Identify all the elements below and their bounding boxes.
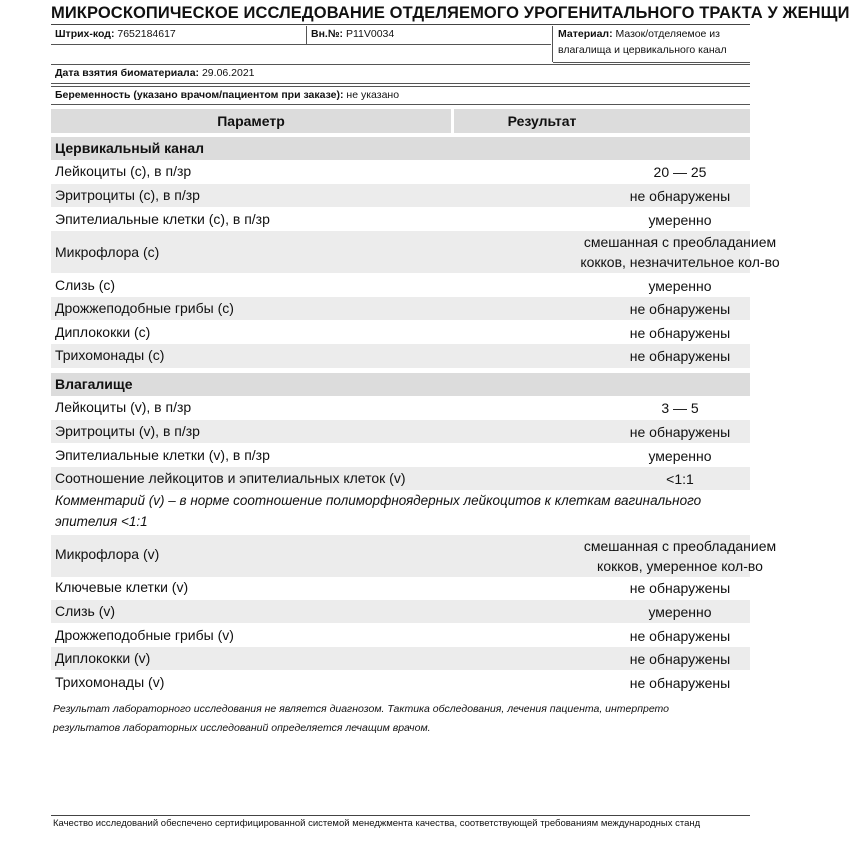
material-field-line2: влагалища и цервикального канал	[558, 44, 727, 56]
param-cell: Соотношение лейкоцитов и эпителиальных клеток (v)	[55, 470, 406, 486]
vn-field	[311, 28, 394, 40]
result-cell: не обнаружены	[629, 651, 731, 667]
table-row	[51, 444, 750, 467]
table-row	[51, 208, 750, 231]
pregnancy-value: не указано	[346, 89, 400, 101]
result-cell: умеренно	[648, 212, 712, 228]
comment-line: Комментарий (v) – в норме соотношение полиморфноядерных лейкоцитов к клеткам вагинального	[55, 493, 702, 508]
result-cell: не обнаружены	[629, 628, 731, 644]
result-cell: не обнаружены	[629, 325, 731, 341]
info-box-border	[51, 44, 551, 45]
table-row	[51, 671, 750, 694]
table-row	[51, 467, 750, 490]
param-cell: Диплококки (c)	[55, 324, 151, 340]
footer-text: Качество исследований обеспечено сертифицированной системой менеджмента качества, соответствующей требованиям международных станд	[53, 818, 701, 829]
result-cell: 3 — 5	[661, 400, 699, 416]
pregnancy-label: Беременность (указано врачом/пациентом при заказе):	[55, 89, 344, 101]
section-row-vaginal	[51, 373, 750, 396]
column-header-result-label: Результат	[507, 113, 577, 129]
result-cell: умеренно	[648, 604, 712, 620]
table-row	[51, 647, 750, 670]
table-row	[51, 535, 777, 577]
material-field	[558, 28, 720, 40]
info-box-divider	[552, 26, 553, 62]
result-cell: не обнаружены	[629, 301, 731, 317]
date-box-border	[51, 64, 750, 65]
table-row	[51, 420, 750, 443]
result-line: смешанная с преобладанием	[583, 234, 777, 250]
date-label: Дата взятия биоматериала:	[55, 67, 200, 79]
footer-divider	[51, 815, 750, 816]
disclaimer-line: Результат лабораторного исследования не является диагнозом. Тактика обследования, лечения пациента, интерпрето	[53, 703, 670, 715]
param-cell: Трихомонады (c)	[55, 347, 165, 363]
pregnancy-field	[55, 89, 399, 101]
table-row	[51, 231, 780, 273]
barcode-label: Штрих-код:	[55, 28, 115, 40]
result-cell: умеренно	[648, 278, 712, 294]
column-header-result	[454, 109, 750, 133]
material-value: Мазок/отделяемое из	[615, 28, 720, 40]
result-cell: не обнаружены	[629, 424, 731, 440]
result-cell	[505, 536, 855, 576]
table-row	[51, 344, 750, 368]
result-line: кокков, умеренное кол-во	[597, 558, 763, 574]
result-cell: не обнаружены	[629, 675, 731, 691]
table-row	[51, 297, 750, 320]
result-line: смешанная с преобладанием	[583, 538, 777, 554]
result-line: кокков, незначительное кол-во	[580, 254, 780, 270]
param-cell: Диплококки (v)	[55, 650, 151, 666]
info-box-divider	[306, 26, 307, 44]
vn-value: P11V0034	[345, 28, 395, 40]
disclaimer-line: результатов лабораторных исследований определяется лечащим врачом.	[53, 722, 431, 734]
section-row-cervical	[51, 137, 750, 160]
param-cell: Эпителиальные клетки (v), в п/зр	[55, 447, 270, 463]
comment-line: эпителия <1:1	[55, 514, 148, 529]
section-title: Влагалище	[55, 376, 133, 392]
table-row	[51, 577, 750, 600]
vn-label: Вн.№:	[311, 28, 344, 40]
table-row	[51, 321, 750, 344]
table-row	[51, 274, 750, 297]
param-cell: Эпителиальные клетки (c), в п/зр	[55, 211, 270, 227]
result-cell: не обнаружены	[629, 580, 731, 596]
table-row	[51, 600, 750, 623]
param-cell: Трихомонады (v)	[55, 674, 165, 690]
table-row	[51, 184, 750, 207]
date-box-border	[51, 83, 750, 84]
report-title: МИКРОСКОПИЧЕСКОЕ ИССЛЕДОВАНИЕ ОТДЕЛЯЕМОГО УРОГЕНИТАЛЬНОГО ТРАКТА У ЖЕНЩИ	[51, 4, 850, 22]
barcode-field	[55, 28, 176, 40]
date-field	[55, 67, 255, 79]
param-cell: Микрофлора (v)	[55, 546, 160, 562]
param-cell: Слизь (c)	[55, 277, 116, 293]
param-cell: Микрофлора (c)	[55, 244, 160, 260]
table-row	[51, 624, 750, 647]
param-cell: Лейкоциты (c), в п/зр	[55, 163, 192, 179]
param-cell: Лейкоциты (v), в п/зр	[55, 399, 192, 415]
pregnancy-box-border	[51, 86, 750, 87]
param-cell: Ключевые клетки (v)	[55, 579, 189, 595]
date-value: 29.06.2021	[201, 67, 255, 79]
barcode-value: 7652184617	[117, 28, 176, 40]
result-cell: <1:1	[666, 471, 694, 487]
param-cell: Эритроциты (v), в п/зр	[55, 423, 200, 439]
title-divider	[51, 24, 750, 25]
pregnancy-box-border	[51, 104, 750, 105]
section-title: Цервикальный канал	[55, 140, 205, 156]
result-cell: 20 — 25	[653, 164, 707, 180]
result-cell: умеренно	[648, 448, 712, 464]
param-cell: Дрожжеподобные грибы (v)	[55, 627, 234, 643]
param-cell: Дрожжеподобные грибы (c)	[55, 300, 234, 316]
column-header-param: Параметр	[51, 109, 451, 133]
param-cell: Эритроциты (c), в п/зр	[55, 187, 200, 203]
result-cell: не обнаружены	[629, 348, 731, 364]
table-row	[51, 161, 750, 184]
result-cell: не обнаружены	[629, 188, 731, 204]
result-cell	[505, 232, 855, 272]
material-label: Материал:	[558, 28, 613, 40]
table-row	[51, 397, 750, 420]
info-box-border	[553, 62, 750, 63]
param-cell: Слизь (v)	[55, 603, 116, 619]
